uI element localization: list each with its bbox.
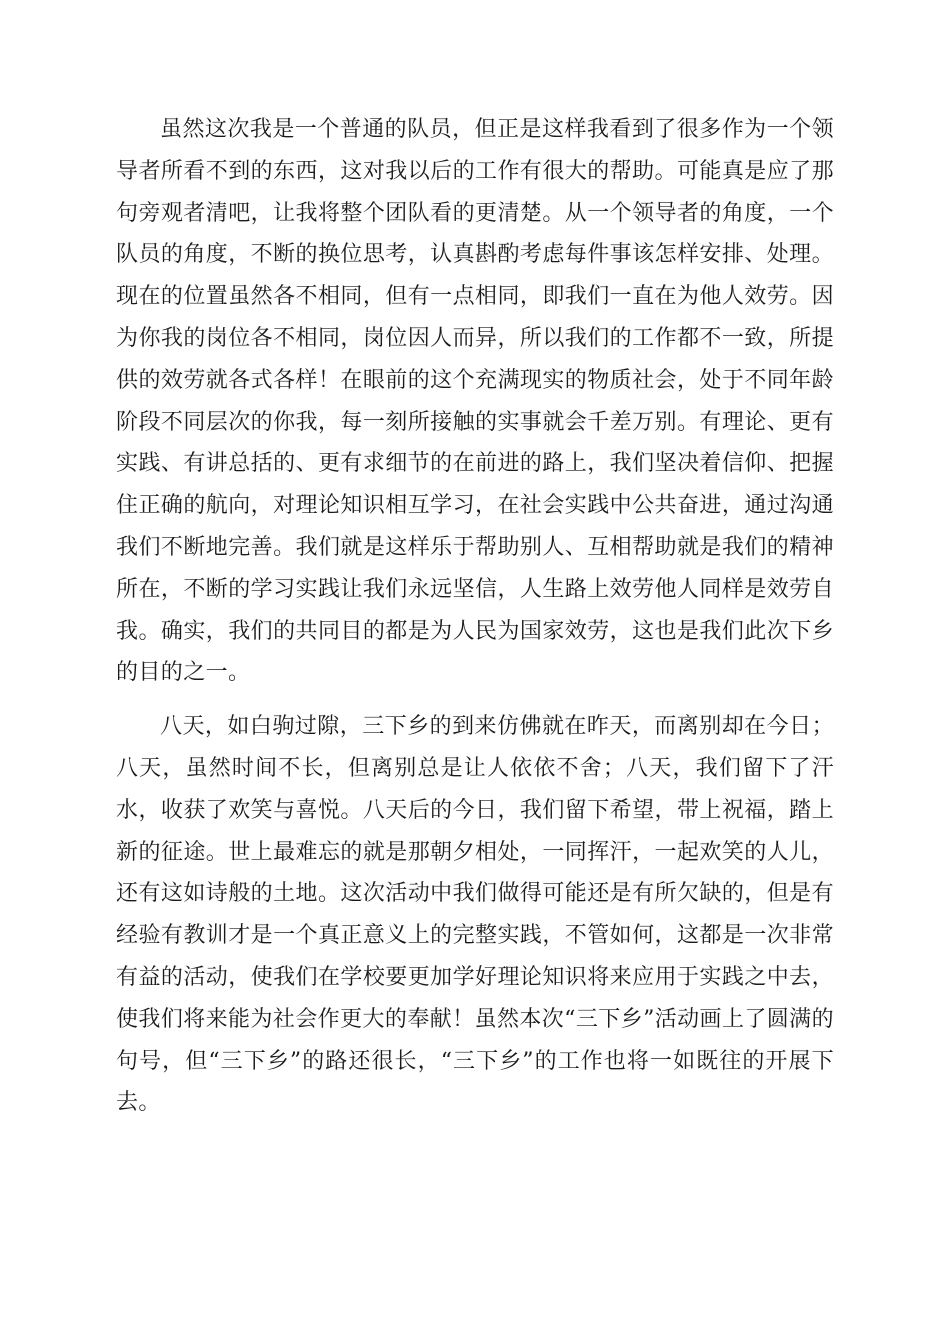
paragraph-2: 八天，如白驹过隙，三下乡的到来仿佛就在昨天，而离别却在今日；八天，虽然时间不长，但离别总是让人依依不舍；八天，我们留下了汗水，收获了欢笑与喜悦。八天后的今日，我们留下希望，带上祝福，踏上新的征途。世上最难忘的就是那朝夕相处，一同挥汗，一起欢笑的人儿，还有这如诗般的土地。这次活动中我们做得可能还是有所欠缺的，但是有经验有教训才是一个真正意义上的完整实践，不管如何，这都是一次非常有益的活动，使我们在学校要更加学好理论知识将来应用于实践之中去，使我们将来能为社会作更大的奉献！虽然本次“三下乡”活动画上了圆满的句号，但“三下乡”的路还很长，“三下乡”的工作也将一如既往的开展下去。 [116, 714, 834, 1116]
paragraph-1: 虽然这次我是一个普通的队员，但正是这样我看到了很多作为一个领导者所看不到的东西，这对我以后的工作有很大的帮助。可能真是应了那句旁观者清吧，让我将整个团队看的更清楚。从一个领导者的角度，一个队员的角度，不断的换位思考，认真斟酌考虑每件事该怎样安排、处理。现在的位置虽然各不相同，但有一点相同，即我们一直在为他人效劳。因为你我的岗位各不相同，岗位因人而异，所以我们的工作都不一致，所提供的效劳就各式各样！在眼前的这个充满现实的物质社会，处于不同年龄阶段不同层次的你我，每一刻所接触的实事就会千差万别。有理论、更有实践、有讲总括的、更有求细节的在前进的路上，我们坚决着信仰、把握住正确的航向，对理论知识相互学习，在社会实践中公共奋进，通过沟通我们不断地完善。我们就是这样乐于帮助别人、互相帮助就是我们的精神所在，不断的学习实践让我们永远坚信，人生路上效劳他人同样是效劳自我。确实，我们的共同目的都是为人民为国家效劳，这也是我们此次下乡的目的之一。 [116, 117, 834, 686]
document-body [116, 109, 834, 1124]
